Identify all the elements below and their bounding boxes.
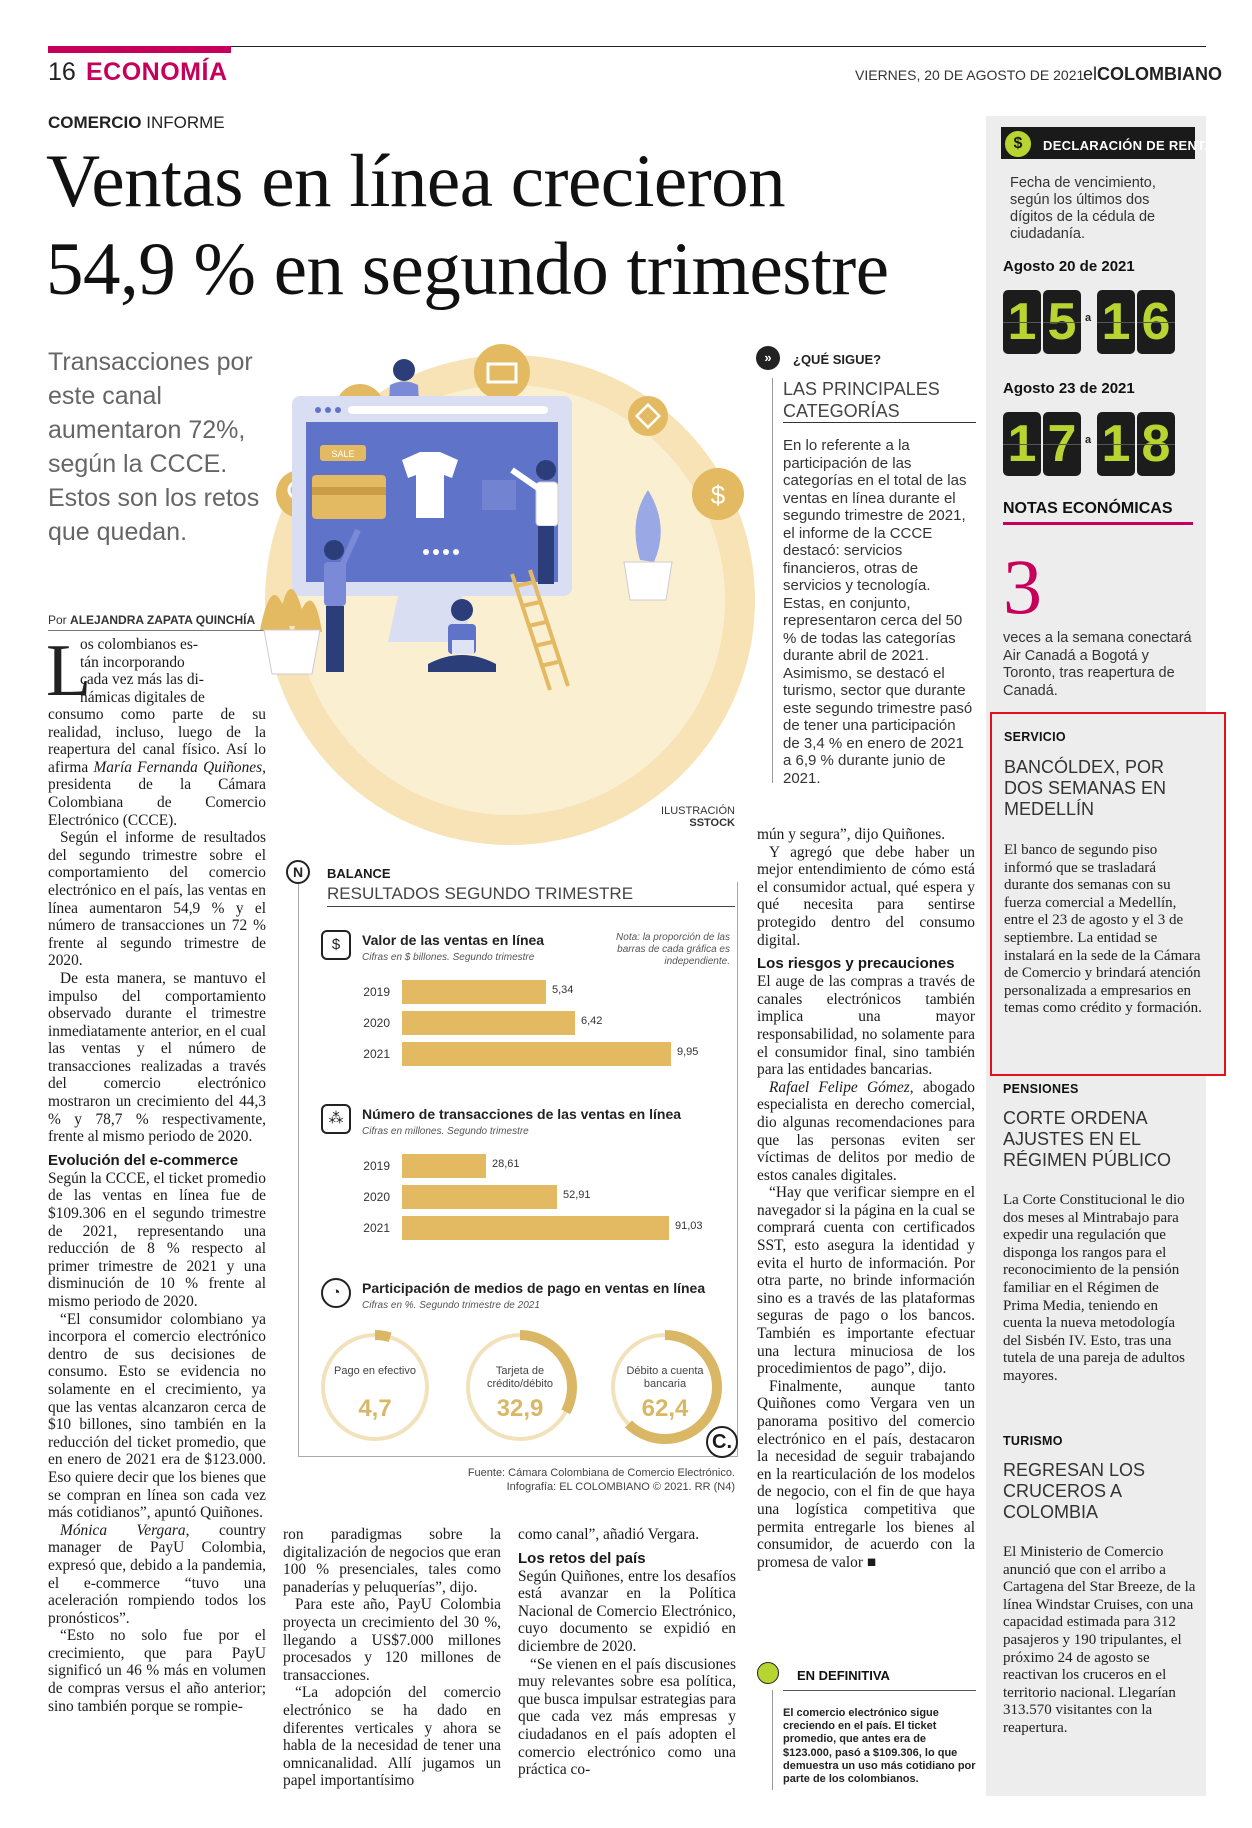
- article-column-2: [283, 1526, 501, 1790]
- credit-source: SSTOCK: [689, 817, 735, 829]
- quoted-name: Mónica Vergara: [60, 1521, 186, 1539]
- paragraph: consumo como parte de su realidad, incluso, luego de la reapertura del canal físico. Así lo afirma María Fernanda Quiñones, presidenta de la Cámara Colombiana de Comercio Electrónico (CCCE).: [48, 706, 266, 829]
- checkered-badge-icon: [757, 1662, 779, 1684]
- ecommerce-illustration: [250, 330, 770, 850]
- gauge-track: [323, 1335, 427, 1439]
- quoted-name: Rafael Felipe Gómez: [769, 1078, 910, 1096]
- quoted-name: María Fernanda Quiñones: [93, 758, 263, 776]
- svg-text:$: $: [710, 480, 726, 510]
- pensiones-body: La Corte Constitucional le dio dos meses al Mintrabajo para expedir una regulación que disponga los rangos para el reconocimiento de la pensión familiar en el Régimen de Prima Media, teniendo en cuenta la nueva metodología del Sisbén IV. Esto, tras una tutela de una pareja de adultos mayores.: [1003, 1192, 1186, 1384]
- paragraph: De esta manera, se mantuvo el impulso del comportamiento observado durante el trimestre inmediatamente anterior, en el cual las ventas y el número de transacciones realizadas a través del comercio electrónico mostraron un crecimiento del 44,3 % y 78,7 % respectivamente, frente al mismo periodo de 2020.: [48, 969, 266, 1146]
- chart1-bars: [360, 980, 730, 1080]
- gauge-value: 62,4: [641, 1395, 689, 1422]
- chart-bar: [402, 1011, 575, 1035]
- digit: 1: [1097, 290, 1135, 354]
- tag-icon: [628, 396, 668, 436]
- section-color-bar: [48, 46, 231, 53]
- chart-value-label: 9,95: [677, 1046, 699, 1058]
- gauge-label: Pago en efectivo: [334, 1365, 416, 1377]
- digit: 6: [1137, 290, 1175, 354]
- end-mark: ■: [866, 1553, 877, 1571]
- credit-label: ILUSTRACIÓN: [661, 805, 735, 817]
- chart-value-label: 5,34: [552, 984, 574, 996]
- dollar-coin-icon: $: [1003, 129, 1033, 159]
- digit: 8: [1137, 412, 1175, 476]
- chart1-subtitle: Cifras en $ billones. Segundo trimestre: [362, 952, 535, 963]
- subhead: Los riesgos y precauciones: [757, 955, 955, 973]
- paragraph: ron paradigmas sobre la digitalización de negocios que eran 100 % presenciales, tales como panaderías y peluquerías”, dijo.: [283, 1526, 501, 1596]
- gauge-label: Tarjeta de crédito/débito: [486, 1365, 554, 1390]
- chart-value-label: 91,03: [675, 1220, 703, 1232]
- deck: Transacciones por este canal aumentaron 72%, según la CCCE. Estos son los retos que quedan.: [48, 348, 260, 546]
- chart-value-label: 52,91: [563, 1189, 591, 1201]
- el-colombiano-logo-icon: C.: [706, 1426, 738, 1458]
- headline-line-1: Ventas en línea crecieron: [46, 140, 786, 223]
- turismo-headline: REGRESAN LOS CRUCEROS A COLOMBIA: [1003, 1460, 1146, 1522]
- newspaper-brand: [1083, 64, 1222, 85]
- brand-prefix: el: [1083, 64, 1098, 84]
- chart1-title: Valor de las ventas en línea: [362, 932, 545, 948]
- chart-bar: [402, 1216, 669, 1240]
- brand-name: COLOMBIANO: [1097, 64, 1223, 84]
- en-definitiva-rule: [783, 1690, 976, 1691]
- network-chart-icon: ⁂: [321, 1104, 351, 1134]
- chart-year-label: 2019: [363, 1159, 390, 1173]
- svg-text:SALE: SALE: [331, 449, 355, 459]
- chart-year-label: 2020: [363, 1016, 390, 1030]
- que-sigue-rule-vertical: [772, 378, 773, 783]
- chart3-gauges: [305, 1325, 735, 1450]
- digit: 1: [1003, 290, 1041, 354]
- dollar-chart-icon: $: [321, 930, 351, 960]
- forward-arrows-icon: »: [756, 346, 780, 370]
- subhead: Los retos del país: [518, 1549, 646, 1567]
- basket-icon: [474, 344, 530, 400]
- paragraph: Según el informe de resultados del segundo trimestre sobre el comportamiento del comercio electrónico en el país, las ventas en línea aumentaron 54,9 % y el número de transacciones un 72 % frente al segundo trimestre de 2020.: [48, 829, 266, 970]
- chart-bar: [402, 1185, 557, 1209]
- gauge-arc: [375, 1335, 390, 1337]
- digit-separator: a: [1085, 312, 1092, 324]
- infographic-label: BALANCE: [327, 866, 391, 881]
- paragraph: “El consumidor colombiano ya incorpora el comercio electrónico dentro de sus decisiones de consumo. Esto se evidencia no solamente en el crecimiento, ya que las ventas alcanzaron cerca de $10 billones, sino también en la reducción del ticket promedio, que en enero de 2021 era de $123.000. Eso quiere decir que los bienes que se compran en línea son cada vez más cotidianos”, apuntó Quiñones.: [48, 1310, 266, 1522]
- gauge-label: Débito a cuenta bancaria: [626, 1365, 704, 1390]
- paragraph: El auge de las compras a través de canales electrónicos también implica una mayor responsabilidad, no solamente para el consumidor final, sino también para las entidades bancarias.: [757, 973, 975, 1079]
- gauge-chart: [315, 1325, 435, 1445]
- paragraph: “Hay que verificar siempre en el navegador si la página en la cual se comprará cuenta con certificados SST, esto asegura la identidad y evita el hurto de información. Por otra parte, no brinde información sino es a través de las plataformas seguras de pago o los bancos. También es importante efectuar una lectura minuciosa de los procedimientos de pago”, dijo.: [757, 1184, 975, 1378]
- gauge-value: 4,7: [358, 1395, 392, 1422]
- declaracion-title: DECLARACIÓN DE RENTA: [1043, 138, 1215, 153]
- chart3-subtitle: Cifras en %. Segundo trimestre de 2021: [362, 1300, 540, 1311]
- article-kicker: [48, 113, 225, 133]
- chart-year-label: 2021: [363, 1047, 390, 1061]
- paragraph: Según la CCCE, el ticket promedio de las ventas en línea fue de $109.306 en el segundo trimestre de 2021, representando una reducción de 8 % respecto al primer trimestre de 2021 y una disminución de 10 % frente al mismo periodo de 2020.: [48, 1169, 266, 1310]
- lead-line-1: os colombianos es-: [80, 636, 198, 653]
- turismo-section: TURISMO: [1003, 1434, 1063, 1448]
- chart2-subtitle: Cifras en millones. Segundo trimestre: [362, 1126, 529, 1137]
- servicio-section: SERVICIO: [1004, 730, 1066, 744]
- en-definitiva-body: El comercio electrónico sigue creciendo en el país. El ticket promedio, que antes era de $123.000, pasó a $109.306, lo que demuestra un uso más cotidiano por parte de los colombianos.: [783, 1707, 976, 1786]
- digit: 7: [1043, 412, 1081, 476]
- digit: 5: [1043, 290, 1081, 354]
- paragraph: Y agregó que debe haber un mejor entendimiento de cómo está el consumidor actual, qué espera y qué necesita para sentirse protegido dentro del consumo digital.: [757, 843, 975, 949]
- credit-card: [312, 475, 386, 519]
- n-logo-icon: N: [286, 860, 310, 884]
- lead-line-4: námicas digitales de: [80, 688, 205, 706]
- paragraph: Mónica Vergara, country manager de PayU Colombia, expresó que, debido a la pandemia, el e-commerce “tuvo una aceleración rompiendo todos los pronósticos”.: [48, 1521, 266, 1627]
- col1-lead-lines: [80, 636, 224, 706]
- chart-bar: [402, 980, 546, 1004]
- lead-line-2: tán incorporando: [80, 653, 185, 671]
- paragraph: “La adopción del comercio electrónico se ha dado en diferentes verticales y ahora se habla de la necesidad de tener una omnicanalidad. Allí jugamos un papel importantísimo: [283, 1684, 501, 1790]
- credit-line: Infografía: EL COLOMBIANO © 2021. RR (N4): [506, 1481, 735, 1493]
- issue-date: VIERNES, 20 DE AGOSTO DE 2021: [855, 67, 1085, 83]
- paragraph: Para este año, PayU Colombia proyecta un crecimiento del 30 %, llegando a US$7.000 millones procesados y 120 millones de transacciones.: [283, 1596, 501, 1684]
- chart3-title: Participación de medios de pago en ventas en línea: [362, 1280, 706, 1296]
- article-column-1: [48, 706, 266, 1715]
- section-name: ECONOMÍA: [86, 58, 228, 86]
- que-sigue-body: En lo referente a la participación de las categorías en el total de las ventas en línea durante el segundo trimestre de 2021, el informe de la CCCE destacó: servicios financieros, otras de servicios y tecnología. Estas, en conjunto, representaron cerca del 50 % de todas las categorías durante abril de 2021. Asimismo, se destacó el turismo, sector que durante este segundo trimestre pasó de tener una participación de 3,4 % en enero de 2021 a 6,9 % durante junio de 2021.: [783, 437, 973, 787]
- chart-value-label: 28,61: [492, 1158, 520, 1170]
- big-number: 3: [1003, 543, 1042, 630]
- chart2-title: Número de transacciones de las ventas en línea: [362, 1106, 682, 1122]
- chart-year-label: 2020: [363, 1190, 390, 1204]
- notas-title: NOTAS ECONÓMICAS: [1003, 500, 1173, 517]
- byline-author: ALEJANDRA ZAPATA QUINCHÍA: [70, 613, 256, 627]
- paragraph: “Se vienen en el país discusiones muy relevantes sobre esa política, que busca impulsar estrategias para que cada vez más empresas y ciudadanos en el país adopten el comercio electrónico como una práctica co-: [518, 1655, 736, 1779]
- infographic-source: [430, 1466, 735, 1494]
- paragraph: Finalmente, aunque tanto Quiñones como Vergara ven un panorama positivo del comercio electrónico en el país, destacaron la necesidad de seguir trabajando en la rearticulación de los modelos de negocio, con el fin de que haya una logística competitiva que permita entregarle los bienes al consumidor, de acuerdo con la promesa de valor ■: [757, 1377, 975, 1571]
- kicker-light: INFORME: [146, 113, 225, 132]
- source-line: Fuente: Cámara Colombiana de Comercio Electrónico.: [467, 1467, 735, 1479]
- chart2-bars: [360, 1154, 730, 1254]
- infographic-title: RESULTADOS SEGUNDO TRIMESTRE: [327, 884, 634, 903]
- subhead: Evolución del e-commerce: [48, 1151, 239, 1169]
- illustration-credit: [655, 805, 735, 829]
- paragraph: mún y segura”, dijo Quiñones.: [757, 826, 946, 843]
- drop-cap: L: [46, 630, 92, 712]
- en-definitiva-rule-vertical: [772, 1690, 773, 1790]
- digit: 1: [1097, 412, 1135, 476]
- deadline-date-2: Agosto 23 de 2021: [1003, 380, 1135, 397]
- article-column-3: [518, 1526, 736, 1779]
- headline-line-2: 54,9 % en segundo trimestre: [46, 228, 889, 311]
- paragraph: “Esto no solo fue por el crecimiento, que para PayU significó un 46 % más en volumen de compras versus el año anterior; sino también porque se rompie-: [48, 1627, 266, 1715]
- chart-bar: [402, 1042, 671, 1066]
- chart-value-label: 6,42: [581, 1015, 603, 1027]
- kicker-bold: COMERCIO: [48, 113, 142, 132]
- big-number-text: veces a la semana conectará Air Canadá a Bogotá y Toronto, tras reapertura de Canadá.: [1003, 630, 1192, 699]
- infographic-rule: [327, 906, 735, 907]
- notas-rule: [1003, 522, 1193, 525]
- declaracion-description: Fecha de vencimiento, según los últimos dos dígitos de la cédula de ciudadanía.: [1010, 175, 1156, 242]
- que-sigue-title: LAS PRINCIPALES CATEGORÍAS: [783, 379, 940, 421]
- que-sigue-label: ¿QUÉ SIGUE?: [793, 352, 882, 367]
- byline: [48, 613, 255, 627]
- chart-year-label: 2021: [363, 1221, 390, 1235]
- page-number: 16: [48, 58, 76, 86]
- deadline-date-1: Agosto 20 de 2021: [1003, 258, 1135, 275]
- que-sigue-rule: [783, 422, 976, 423]
- byline-prefix: Por: [48, 613, 67, 627]
- en-definitiva-label: EN DEFINITIVA: [797, 1668, 890, 1683]
- pie-chart-icon: ◔: [321, 1278, 351, 1308]
- servicio-headline: BANCÓLDEX, POR DOS SEMANAS EN MEDELLÍN: [1004, 757, 1167, 819]
- headline: [46, 138, 986, 314]
- chart1-note: Nota: la proporción de las barras de cada gráfica es independiente.: [616, 932, 730, 967]
- pensiones-headline: CORTE ORDENA AJUSTES EN EL RÉGIMEN PÚBLICO: [1003, 1108, 1172, 1170]
- paragraph: como canal”, añadió Vergara.: [518, 1526, 700, 1543]
- turismo-body: El Ministerio de Comercio anunció que con el arribo a Cartagena del Star Breeze, de la línea Windstar Cruises, con una capacidad estimada para 312 pasajeros y 190 tripulantes, el próximo 24 de agosto se reactivan los cruceros en el territorio nacional. Llegarían 313.570 visitantes con la reapertura.: [1003, 1544, 1196, 1736]
- digit: 1: [1003, 412, 1041, 476]
- paragraph: Según Quiñones, entre los desafíos está avanzar en la Política Nacional de Comercio Electrónico, cuyo documento se expidió en diciembre de 2020.: [518, 1567, 736, 1655]
- gauge-value: 32,9: [496, 1395, 544, 1422]
- article-column-4: [757, 826, 975, 1571]
- chart-year-label: 2019: [363, 985, 390, 999]
- servicio-body: El banco de segundo piso informó que se trasladará durante dos semanas con su fuerza comercial a Medellín, entre el 23 de agosto y el 3 de septiembre. La entidad se instalará en la sede de la Cámara de Comercio y brindará atención personalizada a empresarios en temas como crédito y formación.: [1004, 842, 1202, 1017]
- chart-bar: [402, 1154, 486, 1178]
- digit-separator: a: [1085, 434, 1092, 446]
- pensiones-section: PENSIONES: [1003, 1082, 1079, 1096]
- paragraph: Rafael Felipe Gómez, abogado especialista en derecho comercial, dio algunas recomendaciones para que las personas eviten ser víctimas de delitos por medio de estos canales digitales.: [757, 1078, 975, 1184]
- lead-line-3: cada vez más las di-: [80, 671, 204, 689]
